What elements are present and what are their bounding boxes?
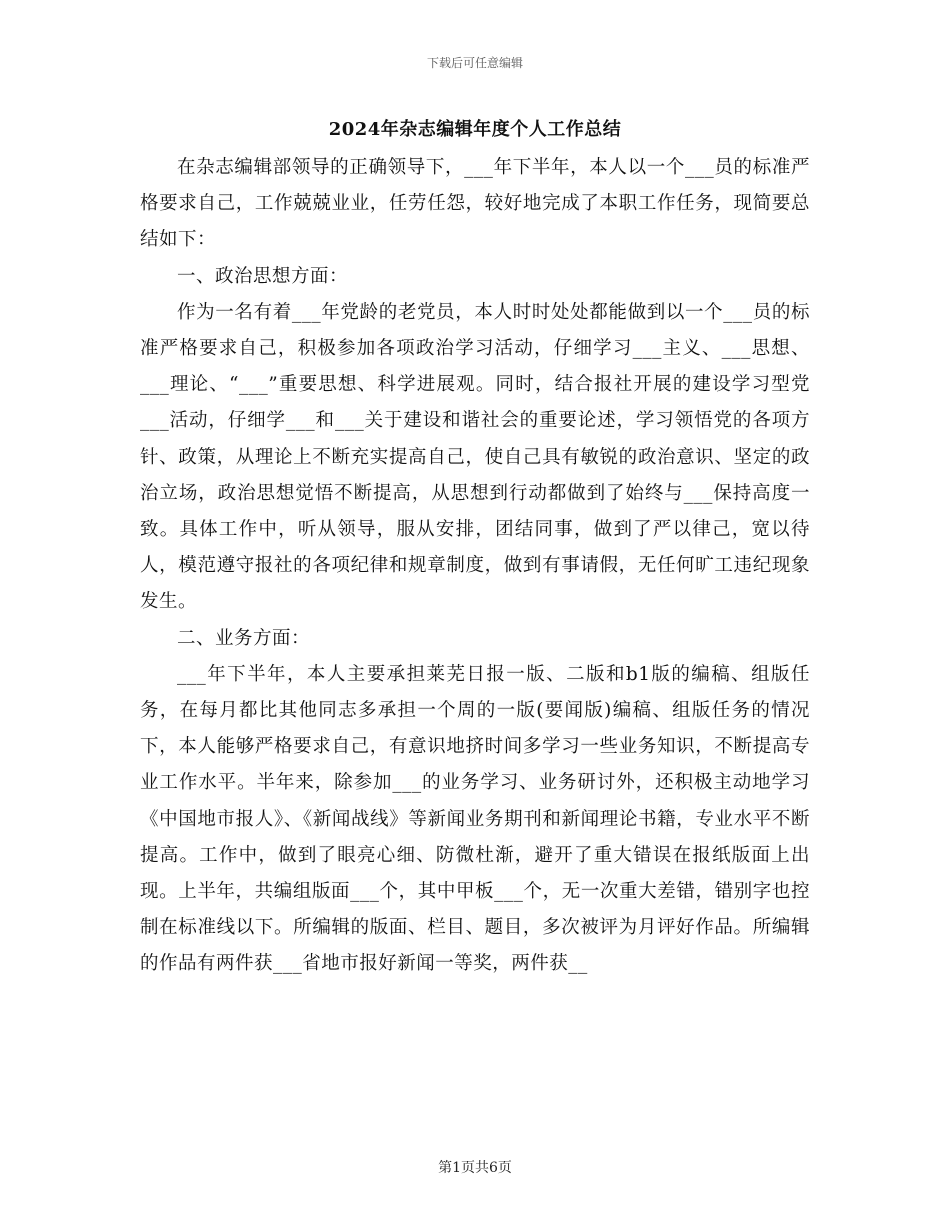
section-heading-political: 一、政治思想方面： [177,265,349,287]
document-title: 2024年杂志编辑年度个人工作总结 [328,119,622,140]
page-footer: 第1页共6页 [438,1160,512,1176]
paragraph-political: 作为一名有着___年党龄的老党员，本人时时处处都能做到以一个___员的标准严格要求自己，积极参加各项政治学习活动，仔细学习___主义、___思想、___理论、“___”重要思想、科学进展观。同时，结合报社开展的建设学习型党___活动，仔细学___和___关于建设和谐社会的重要论述，学习领悟党的各项方针、政策，从理论上不断充实提高自己，使自己具有敏锐的政治意识、坚定的政治立场，政治思想觉悟不断提高，从思想到行动都做到了始终与___保持高度一致。具体工作中，听从领导，服从安排，团结同事，做到了严以律己，宽以待人，模范遵守报社的各项纪律和规章制度，做到有事请假，无任何旷工违纪现象发生。 [140,301,810,613]
paragraph-intro: 在杂志编辑部领导的正确领导下，___年下半年，本人以一个___员的标准严格要求自己，工作兢兢业业，任劳任怨，较好地完成了本职工作任务，现简要总结如下： [140,157,810,251]
paragraph-business: ___年下半年，本人主要承担莱芜日报一版、二版和b1版的编稿、组版任务，在每月都比其他同志多承担一个周的一版(要闻版)编稿、组版任务的情况下，本人能够严格要求自己，有意识地挤时间多学习一些业务知识，不断提高专业工作水平。半年来，除参加___的业务学习、业务研讨外，还积极主动地学习《中国地市报人》、《新闻战线》等新闻业务期刊和新闻理论书籍，专业水平不断提高。工作中，做到了眼亮心细、防微杜渐，避开了重大错误在报纸版面上出现。上半年，共编组版面___个，其中甲板___个，无一次重大差错，错别字也控制在标准线以下。所编辑的版面、栏目、题目，多次被评为月评好作品。所编辑的作品有两件获___省地市报好新闻一等奖，两件获__ [140,663,810,975]
header-note: 下载后可任意编辑 [426,56,523,70]
document-body [140,150,810,983]
section-heading-business: 二、业务方面： [177,627,311,649]
